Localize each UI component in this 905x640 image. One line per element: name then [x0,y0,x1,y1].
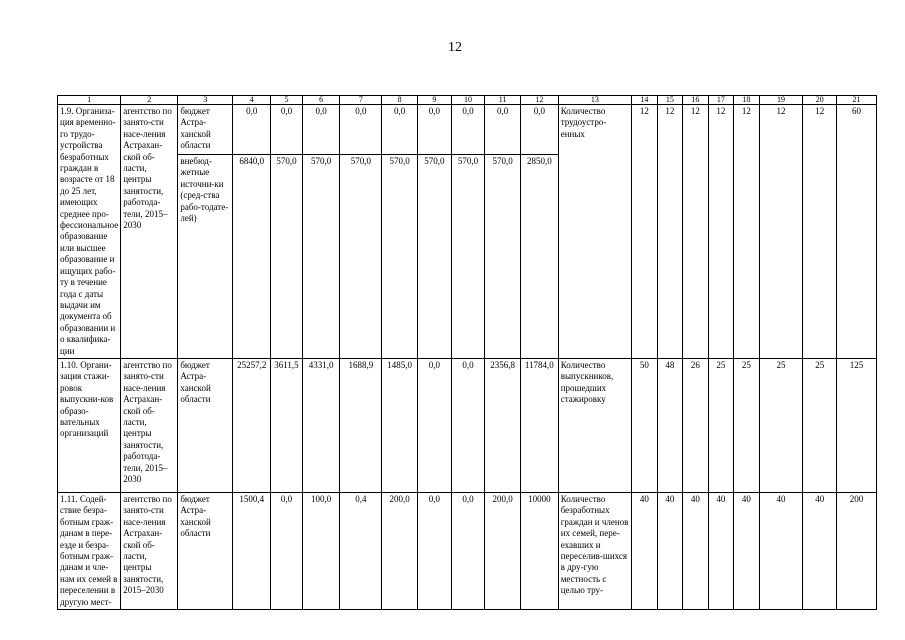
funding-value: 200,0 [485,492,521,609]
column-number: 12 [520,96,558,105]
target-value: 12 [708,105,733,359]
funding-value: 0,0 [417,492,451,609]
executor-cell: агентство по занято-сти насе-ления Астрахан-ской об-ласти, центры занятости, работода-тели, 2015–2030 [121,358,178,492]
column-number: 9 [417,96,451,105]
funding-value: 200,0 [382,492,418,609]
funding-value: 0,0 [271,492,303,609]
indicator-cell: Количество выпускников, прошедших стажировку [558,358,631,492]
funding-source: бюджет Астра-ханской области [178,492,233,609]
funding-value: 570,0 [382,155,418,359]
funding-value: 100,0 [302,492,340,609]
activity-name: 1.9. Организа-ция временно-го трудо-устройства безработных граждан в возрасте от 18 до 25 лет, имеющих среднее про-фессиональное образование или высшее образование и ищущих рабо-ту в течение года с даты выдачи им документа об образовании и о квалифика-ции [58,105,121,359]
funding-value: 1500,4 [233,492,271,609]
activity-name: 1.10. Органи-зация стажи-ровок выпускни-ков образо-вательных организаций [58,358,121,492]
executor-cell: агентство по занято-сти насе-ления Астрахан-ской об-ласти, центры занятости, работода-тели, 2015–2030 [121,105,178,359]
funding-value: 0,0 [271,105,303,155]
funding-value: 0,0 [340,105,382,155]
table-row [58,105,877,155]
program-table [57,95,877,610]
column-number: 18 [734,96,759,105]
target-value: 125 [837,358,877,492]
funding-value: 0,0 [451,358,485,492]
target-value: 200 [837,492,877,609]
funding-value: 11784,0 [520,358,558,492]
column-number: 16 [683,96,708,105]
column-number: 3 [178,96,233,105]
funding-value: 25257,2 [233,358,271,492]
funding-value: 0,4 [340,492,382,609]
funding-value: 570,0 [302,155,340,359]
executor-cell: агентство по занято-сти насе-ления Астрахан-ской об-ласти, центры занятости, 2015–2030 [121,492,178,609]
column-number-row [58,96,877,105]
funding-value: 570,0 [340,155,382,359]
column-number: 19 [759,96,803,105]
target-value: 40 [632,492,657,609]
target-value: 12 [734,105,759,359]
activity-name: 1.11. Содей-ствие безра-ботным граж-данам в пере-езде и безра-ботным граж-данам и чле-нам их семей в переселении в другую мест- [58,492,121,609]
target-value: 50 [632,358,657,492]
target-value: 25 [803,358,837,492]
table-row [58,358,877,492]
column-number: 2 [121,96,178,105]
target-value: 40 [683,492,708,609]
column-number: 14 [632,96,657,105]
funding-value: 0,0 [382,105,418,155]
target-value: 26 [683,358,708,492]
column-number: 4 [233,96,271,105]
funding-value: 570,0 [417,155,451,359]
indicator-cell: Количество трудоустро-енных [558,105,631,359]
target-value: 25 [708,358,733,492]
target-value: 40 [657,492,682,609]
funding-value: 0,0 [417,105,451,155]
target-value: 12 [632,105,657,359]
page-number: 12 [448,40,462,55]
funding-source: бюджет Астра-ханской области [178,105,233,155]
funding-value: 2356,8 [485,358,521,492]
funding-value: 0,0 [451,492,485,609]
target-value: 40 [734,492,759,609]
column-number: 17 [708,96,733,105]
column-number: 5 [271,96,303,105]
funding-value: 0,0 [417,358,451,492]
funding-source: бюджет Астра-ханской области [178,358,233,492]
funding-value: 0,0 [451,105,485,155]
funding-value: 3611,5 [271,358,303,492]
funding-value: 570,0 [451,155,485,359]
funding-value: 0,0 [233,105,271,155]
funding-value: 6840,0 [233,155,271,359]
funding-value: 10000 [520,492,558,609]
funding-source: внебюд-жетные источни-ки (сред-ства рабо-тодате-лей) [178,155,233,359]
target-value: 60 [837,105,877,359]
funding-value: 4331,0 [302,358,340,492]
target-value: 40 [708,492,733,609]
table-row [58,492,877,609]
funding-value: 0,0 [485,105,521,155]
funding-value: 1485,0 [382,358,418,492]
target-value: 40 [759,492,803,609]
target-value: 40 [803,492,837,609]
target-value: 12 [683,105,708,359]
target-value: 12 [803,105,837,359]
column-number: 13 [558,96,631,105]
funding-value: 0,0 [520,105,558,155]
funding-value: 2850,0 [520,155,558,359]
column-number: 15 [657,96,682,105]
funding-value: 0,0 [302,105,340,155]
target-value: 12 [657,105,682,359]
funding-value: 570,0 [271,155,303,359]
indicator-cell: Количество безработных граждан и членов их семей, пере-ехавших и переселив-шихся в дру-гую местность с целью тру- [558,492,631,609]
target-value: 12 [759,105,803,359]
funding-value: 1688,9 [340,358,382,492]
column-number: 20 [803,96,837,105]
column-number: 8 [382,96,418,105]
column-number: 21 [837,96,877,105]
column-number: 11 [485,96,521,105]
funding-value: 570,0 [485,155,521,359]
column-number: 6 [302,96,340,105]
column-number: 7 [340,96,382,105]
target-value: 48 [657,358,682,492]
column-number: 1 [58,96,121,105]
target-value: 25 [734,358,759,492]
column-number: 10 [451,96,485,105]
target-value: 25 [759,358,803,492]
